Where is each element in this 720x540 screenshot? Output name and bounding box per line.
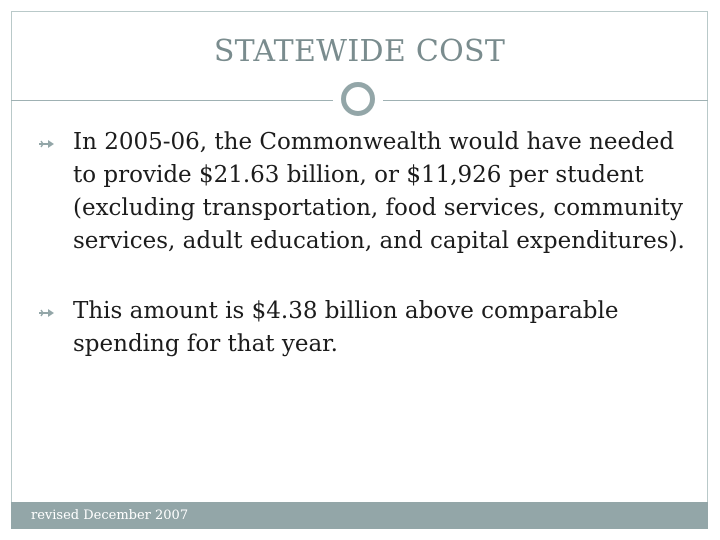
bullet-list (38, 126, 698, 398)
slide-title: STATEWIDE COST (213, 34, 506, 69)
bullet-text: In 2005-06, the Commonwealth would have needed to provide $21.63 billion, or $11,926 per student (excluding transportation, food services, community services, adult education, and capital expenditures). (73, 129, 685, 254)
footer-bar (11, 502, 708, 529)
arrow-bullet-icon (38, 308, 56, 318)
bullet-text: This amount is $4.38 billion above comparable spending for that year. (73, 298, 619, 357)
bullet-item (38, 295, 698, 361)
footer-text: revised December 2007 (31, 508, 189, 523)
arrow-bullet-icon (38, 139, 56, 149)
ring-ornament-icon (341, 82, 375, 116)
bullet-item (38, 126, 698, 258)
